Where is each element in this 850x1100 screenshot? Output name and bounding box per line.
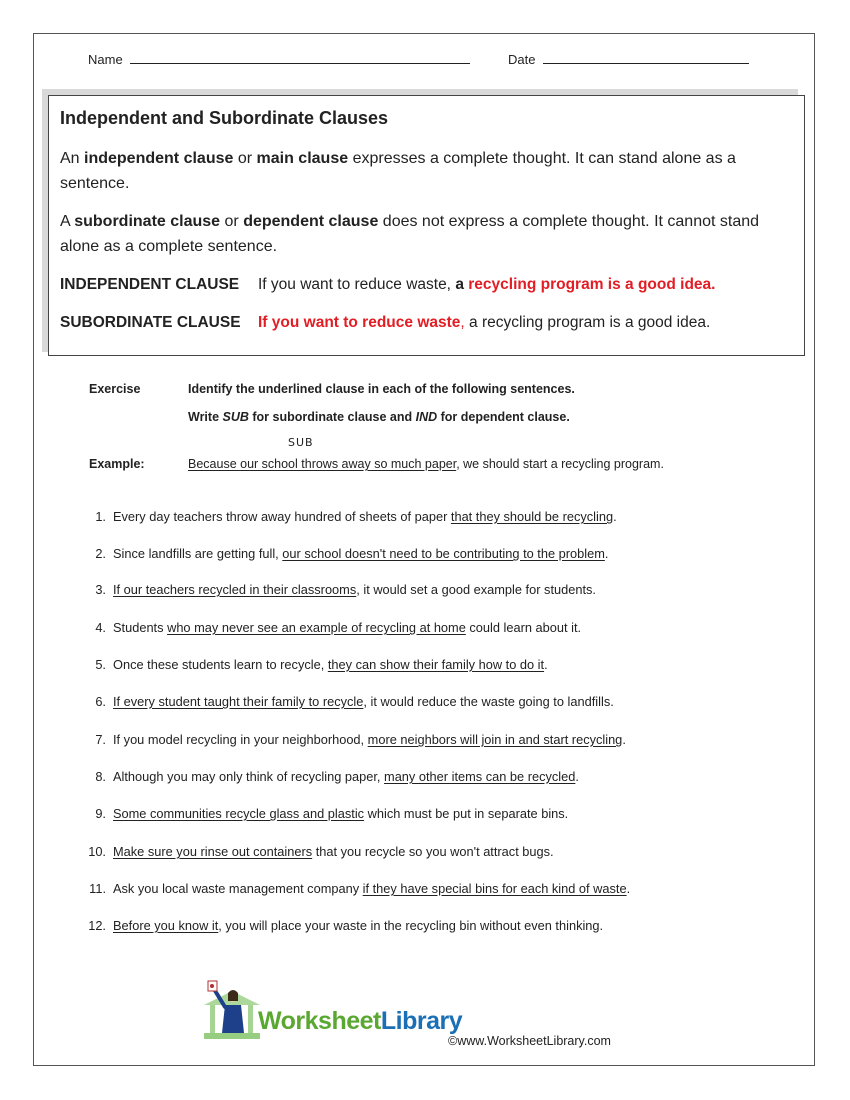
item-text-after: , you will place your waste in the recycling bin without even thinking. bbox=[218, 918, 604, 933]
ex1-bold-a: a bbox=[455, 276, 469, 293]
logo-word-worksheet: Worksheet bbox=[258, 1007, 381, 1035]
item-underlined-clause: more neighbors will join in and start recycling bbox=[367, 732, 623, 747]
independent-example bbox=[60, 276, 715, 294]
item-underlined-clause: they can show their family how to do it bbox=[327, 657, 545, 672]
item-number: 7. bbox=[95, 732, 106, 747]
item-text-before: Ask you local waste management company bbox=[113, 881, 363, 896]
item-text-before: Students bbox=[113, 620, 168, 635]
exercise-item bbox=[86, 806, 568, 821]
date-label: Date bbox=[508, 52, 536, 67]
item-underlined-clause: many other items can be recycled bbox=[384, 769, 576, 784]
item-text-after: . bbox=[575, 769, 579, 784]
item-text-after: could learn about it. bbox=[465, 620, 582, 635]
item-text-after: . bbox=[622, 732, 626, 747]
instr2-text-c: for dependent clause. bbox=[437, 410, 570, 424]
exercise-item bbox=[86, 918, 603, 933]
exercise-label: Exercise bbox=[89, 382, 141, 396]
ex2-comma: , bbox=[460, 314, 465, 331]
item-text-after: which must be put in separate bins. bbox=[364, 806, 569, 821]
item-underlined-clause: Make sure you rinse out containers bbox=[113, 844, 313, 859]
exercise-item bbox=[86, 694, 614, 709]
item-number: 4. bbox=[95, 620, 106, 635]
item-text-after: . bbox=[626, 881, 631, 896]
item-text-after: , it would reduce the waste going to landfills. bbox=[363, 694, 614, 709]
logo-word-library: Library bbox=[380, 1007, 463, 1035]
item-text-after: . bbox=[613, 509, 617, 524]
item-text-after: . bbox=[544, 657, 548, 672]
p2-text-2: or bbox=[220, 213, 244, 230]
ex2-plain: a recycling program is a good idea. bbox=[464, 314, 711, 331]
subordinate-label: SUBORDINATE CLAUSE bbox=[60, 314, 241, 331]
p1-term-main: main clause bbox=[256, 150, 349, 167]
item-text-before: Every day teachers throw away hundred of sheets of paper bbox=[113, 509, 451, 524]
independent-definition bbox=[60, 146, 795, 196]
item-underlined-clause: If every student taught their family to recycle bbox=[113, 694, 364, 709]
item-text-before: If you model recycling in your neighborhood, bbox=[113, 732, 368, 747]
name-blank-line[interactable] bbox=[130, 51, 470, 64]
item-number: 5. bbox=[95, 657, 106, 672]
subordinate-example bbox=[60, 314, 710, 332]
date-blank-line[interactable] bbox=[543, 51, 749, 64]
ex1-red-clause: recycling program is a good idea. bbox=[468, 276, 716, 293]
item-number: 2. bbox=[95, 546, 106, 561]
item-text-after: . bbox=[604, 546, 609, 561]
item-underlined-clause: Some communities recycle glass and plastic bbox=[113, 806, 365, 821]
name-field bbox=[88, 51, 470, 67]
example-answer-mark: SUB bbox=[288, 436, 314, 449]
item-number: 9. bbox=[95, 806, 106, 821]
example-sentence bbox=[188, 457, 664, 471]
p2-text-3: does not express a complete thought. It cannot stand alone as a complete sentence. bbox=[60, 213, 760, 255]
item-underlined-clause: if they have special bins for each kind of waste bbox=[362, 881, 627, 896]
exercise-item bbox=[86, 620, 581, 635]
item-number: 3. bbox=[95, 582, 106, 597]
date-field bbox=[508, 51, 749, 67]
example-label: Example: bbox=[89, 457, 145, 471]
p1-text-1: An bbox=[60, 150, 85, 167]
subordinate-definition bbox=[60, 209, 795, 259]
item-number: 12. bbox=[88, 918, 106, 933]
copyright-text: ©www.WorksheetLibrary.com bbox=[448, 1034, 611, 1048]
independent-label: INDEPENDENT CLAUSE bbox=[60, 276, 240, 293]
p2-term-subordinate: subordinate clause bbox=[74, 213, 221, 230]
item-number: 1. bbox=[95, 509, 106, 524]
item-underlined-clause: If our teachers recycled in their classrooms bbox=[113, 582, 357, 597]
item-number: 8. bbox=[95, 769, 106, 784]
exercise-instruction-1: Identify the underlined clause in each of the following sentences. bbox=[188, 382, 575, 396]
item-text-before: Since landfills are getting full, bbox=[113, 546, 283, 561]
box-title: Independent and Subordinate Clauses bbox=[60, 108, 389, 128]
definition-box bbox=[48, 95, 805, 356]
instr2-text-b: for subordinate clause and bbox=[248, 410, 416, 424]
item-underlined-clause: that they should be recycling bbox=[450, 509, 614, 524]
example-underlined-clause: Because our school throws away so much paper bbox=[188, 457, 457, 471]
exercise-item bbox=[86, 881, 630, 896]
ex1-plain: If you want to reduce waste, bbox=[258, 276, 456, 293]
item-text-after: that you recycle so you won't attract bugs. bbox=[312, 844, 554, 859]
instr2-ind: IND bbox=[415, 410, 438, 424]
item-underlined-clause: Before you know it bbox=[113, 918, 219, 933]
p1-term-independent: independent clause bbox=[84, 150, 234, 167]
item-underlined-clause: our school doesn't need to be contributing to the problem bbox=[282, 546, 605, 561]
p1-text-2: or bbox=[233, 150, 257, 167]
item-text-before: Although you may only think of recycling paper, bbox=[113, 769, 385, 784]
instr2-text-a: Write bbox=[188, 410, 223, 424]
item-text-before: Once these students learn to recycle, bbox=[113, 657, 328, 672]
ex2-red-clause: If you want to reduce waste bbox=[258, 314, 461, 331]
p2-text-1: A bbox=[60, 213, 75, 230]
item-underlined-clause: who may never see an example of recycling at home bbox=[167, 620, 466, 635]
p2-term-dependent: dependent clause bbox=[243, 213, 379, 230]
item-number: 10. bbox=[88, 844, 106, 859]
p1-text-3: expresses a complete thought. It can stand alone as a sentence. bbox=[60, 150, 736, 192]
item-number: 11. bbox=[89, 881, 106, 896]
name-label: Name bbox=[88, 52, 123, 67]
exercise-item bbox=[86, 582, 596, 597]
exercise-item bbox=[86, 844, 554, 859]
instr2-sub: SUB bbox=[222, 410, 249, 424]
exercise-item bbox=[86, 509, 617, 524]
example-rest: , we should start a recycling program. bbox=[456, 457, 664, 471]
exercise-item bbox=[86, 546, 608, 561]
item-text-after: , it would set a good example for students. bbox=[356, 582, 596, 597]
logo-wordmark bbox=[258, 1007, 462, 1036]
item-number: 6. bbox=[95, 694, 106, 709]
exercise-item bbox=[86, 732, 626, 747]
exercise-item bbox=[86, 769, 579, 784]
exercise-item bbox=[86, 657, 548, 672]
exercise-instruction-2 bbox=[188, 410, 570, 424]
